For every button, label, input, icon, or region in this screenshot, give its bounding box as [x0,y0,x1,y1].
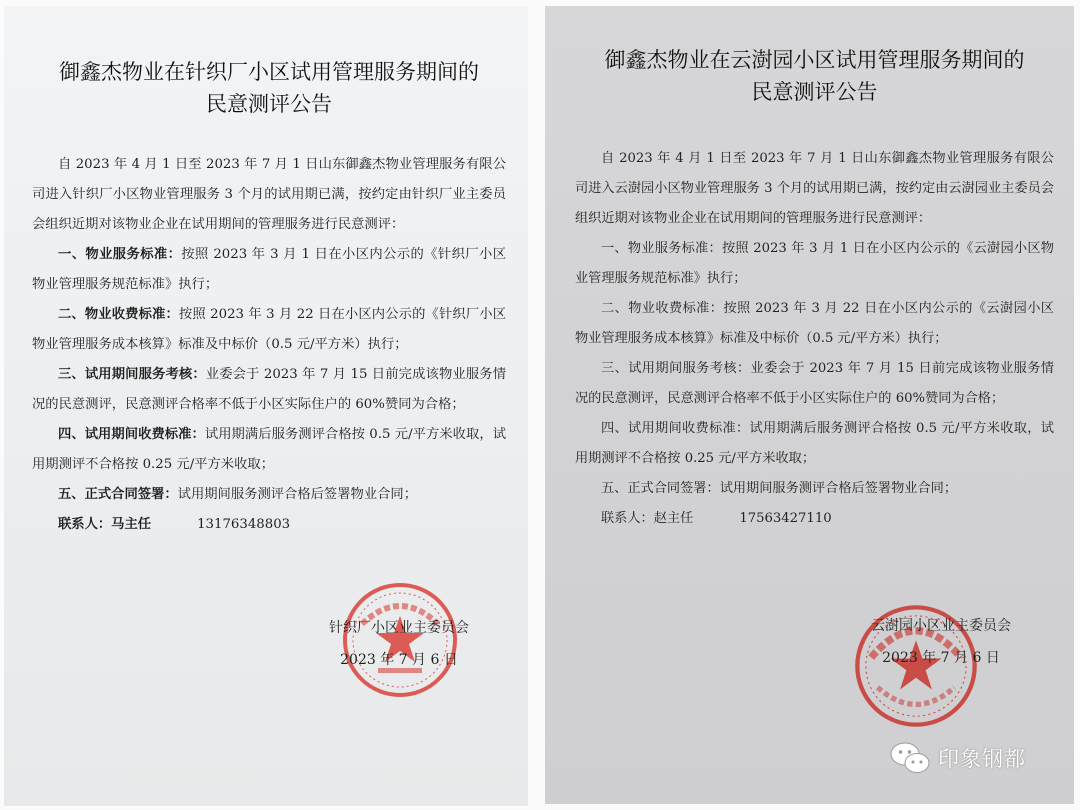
notice-item-label: 一、物业服务标准： [601,241,722,256]
panel-divider [528,0,545,810]
notice-item-5 [575,474,1054,504]
notice-title-line1: 御鑫杰物业在云澍园小区试用管理服务期间的 [604,48,1025,72]
contact-phone: 17563427110 [739,511,832,526]
notice-item-label: 五、正式合同签署： [601,481,720,496]
notice-item-text: 试用期间服务测评合格后签署物业合同； [177,487,418,502]
notice-item-3 [32,360,506,420]
notice-item-text: 业委会于 2023 年 7 月 15 日前完成该物业服务情况的民意测评，民意测评合格率不低于小区实际住户的 60%赞同为合格； [32,367,506,412]
notice-item-text: 业委会于 2023 年 7 月 15 日前完成该物业服务情况的民意测评，民意测评合格率不低于小区实际住户的 60%赞同为合格； [575,361,1054,406]
notice-item-4 [575,414,1054,474]
signature-date: 2023 年 7 月 6 日 [882,650,1000,666]
notice-item-text: 按照 2023 年 3 月 1 日在小区内公示的《针织厂小区物业管理服务规范标准》执行； [32,247,507,292]
signature-org: 针织厂小区业主委员会 [329,620,469,636]
notice-item-label: 四、试用期间收费标准： [601,421,750,436]
contact-label: 联系人：赵主任 [601,511,694,526]
contact-label: 联系人：马主任 [58,517,152,532]
notice-item-5 [32,480,506,510]
notice-item-3 [575,354,1054,414]
notice-item-text: 试用期间服务测评合格后签署物业合同； [719,481,958,496]
signature-block [841,610,1041,674]
notice-item-2 [32,300,506,360]
signature-date: 2023 年 7 月 6 日 [340,652,458,668]
notice-item-label: 二、物业收费标准： [601,301,724,316]
signature-org: 云澍园小区业主委员会 [871,618,1011,634]
notice-item-label: 一、物业服务标准： [58,247,182,262]
notice-item-label: 三、试用期间服务考核： [601,361,751,376]
notice-item-label: 二、物业收费标准： [58,307,179,322]
wechat-icon [890,741,930,775]
notice-item-text: 按照 2023 年 3 月 22 日在小区内公示的《针织厂小区物业管理服务成本核算》标准及中标价（0.5 元/平方米）执行； [32,307,507,352]
notice-item-1 [32,240,506,300]
notice-intro: 自 2023 年 4 月 1 日至 2023 年 7 月 1 日山东御鑫杰物业管理服务有限公司进入针织厂小区物业管理服务 3 个月的试用期已满，按约定由针织厂业主委员会组织近期对该物业企业在试用期间的管理服务进行民意测评： [32,157,506,232]
wechat-watermark [890,738,1026,778]
notice-item-label: 三、试用期间服务考核： [58,367,206,382]
notice-item-4 [32,420,506,480]
notice-item-2 [575,294,1054,354]
contact-line [32,510,506,540]
notice-document-left [4,6,528,806]
notice-item-label: 五、正式合同签署： [58,487,178,502]
notice-title-line2: 民意测评公告 [206,92,332,116]
notice-title-line2: 民意测评公告 [751,80,878,104]
notice-intro: 自 2023 年 4 月 1 日至 2023 年 7 月 1 日山东御鑫杰物业管理服务有限公司进入云澍园小区物业管理服务 3 个月的试用期已满，按约定由云澍园业主委员会组织近期对该物业企业在试用期间的管理服务进行民意测评： [575,151,1054,226]
notice-item-label: 四、试用期间收费标准： [58,427,205,442]
notice-item-text: 试用期满后服务测评合格按 0.5 元/平方米收取，试用期测评不合格按 0.25 元/平方米收取； [575,421,1054,466]
notice-item-1 [575,234,1054,294]
notice-title-line1: 御鑫杰物业在针织厂小区试用管理服务期间的 [59,60,479,84]
notice-title [575,44,1054,108]
notice-item-text: 按照 2023 年 3 月 22 日在小区内公示的《云澍园小区物业管理服务成本核算》标准及中标价（0.5 元/平方米）执行； [575,301,1054,346]
notice-document-right [545,6,1074,804]
signature-block [304,612,494,676]
contact-phone: 13176348803 [197,517,291,532]
notice-item-text: 试用期满后服务测评合格按 0.5 元/平方米收取，试用期测评不合格按 0.25 元/平方米收取； [32,427,506,472]
watermark-text: 印象钢都 [938,747,1026,771]
notice-item-text: 按照 2023 年 3 月 1 日在小区内公示的《云澍园小区物业管理服务规范标准》执行； [575,241,1054,286]
notice-title [32,56,506,120]
contact-line [575,504,1054,534]
